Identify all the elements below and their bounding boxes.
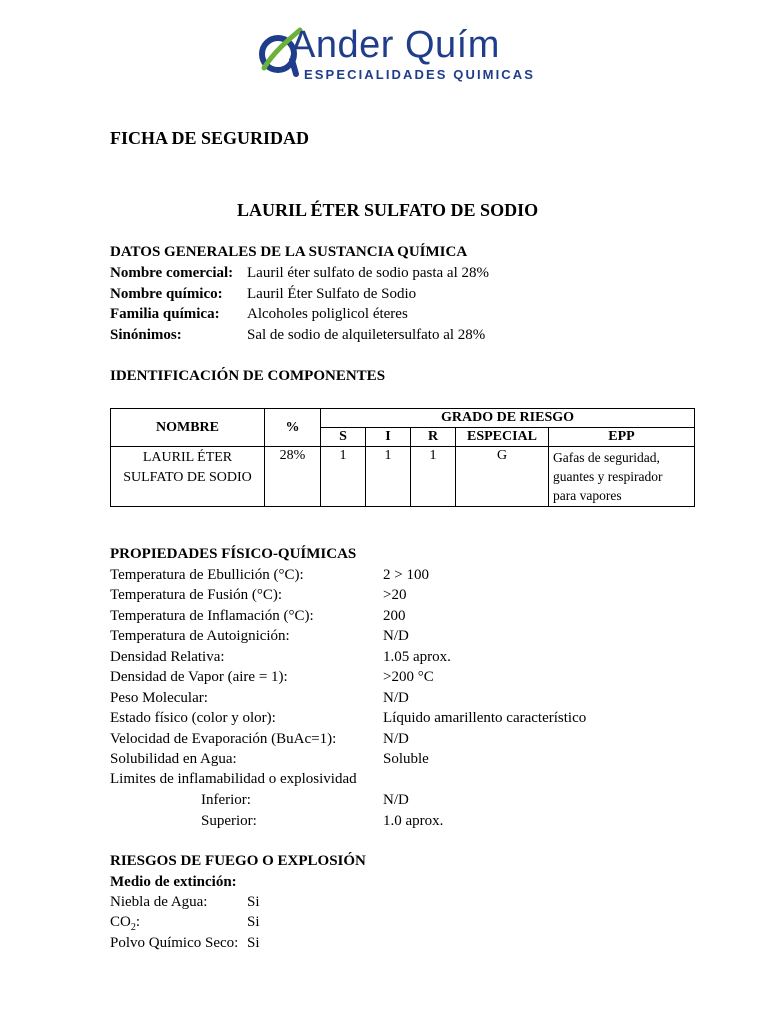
header-grado-riesgo: GRADO DE RIESGO <box>321 409 695 428</box>
superior-label: Superior: <box>201 813 257 829</box>
cell-nombre <box>111 447 265 507</box>
property-value: Soluble <box>383 751 429 767</box>
cell-i: 1 <box>366 447 411 507</box>
header-i: I <box>366 428 411 447</box>
property-value: N/D <box>383 731 409 747</box>
cell-nombre-line: LAURIL ÉTER <box>142 450 233 465</box>
components-heading: IDENTIFICACIÓN DE COMPONENTES <box>110 368 386 384</box>
header-especial: ESPECIAL <box>456 428 549 447</box>
property-label: Temperatura de Autoignición: <box>110 628 290 644</box>
property-label: Estado físico (color y olor): <box>110 710 276 726</box>
components-table <box>110 408 695 507</box>
property-value: Líquido amarillento característico <box>383 710 587 726</box>
general-label: Familia química: <box>110 306 220 322</box>
general-value: Sal de sodio de alquiletersulfato al 28% <box>247 327 486 343</box>
header-nombre: NOMBRE <box>111 409 265 447</box>
property-label: Temperatura de Fusión (°C): <box>110 587 282 603</box>
general-value: Lauril Éter Sulfato de Sodio <box>247 286 417 302</box>
fire-heading: RIESGOS DE FUEGO O EXPLOSIÓN <box>110 853 366 869</box>
property-label: Peso Molecular: <box>110 690 208 706</box>
fire-label-main: CO <box>110 914 131 930</box>
property-label: Densidad Relativa: <box>110 649 225 665</box>
fire-value: Si <box>247 914 260 930</box>
property-value: 2 > 100 <box>383 567 429 583</box>
general-label: Sinónimos: <box>110 327 182 343</box>
cell-s: 1 <box>321 447 366 507</box>
cell-epp-line: guantes y respirador <box>553 469 663 484</box>
cell-epp-line: Gafas de seguridad, <box>553 450 660 465</box>
general-value: Lauril éter sulfato de sodio pasta al 28% <box>247 265 490 281</box>
property-value: 200 <box>383 608 406 624</box>
header-r: R <box>411 428 456 447</box>
cell-r: 1 <box>411 447 456 507</box>
general-heading: DATOS GENERALES DE LA SUSTANCIA QUÍMICA <box>110 244 468 260</box>
fire-subheading: Medio de extinción: <box>110 874 237 890</box>
table-row <box>111 447 695 507</box>
fire-value: Si <box>247 894 260 910</box>
cell-epp-line: para vapores <box>553 488 622 503</box>
cell-nombre-line: SULFATO DE SODIO <box>123 470 252 485</box>
fire-label: Polvo Químico Seco: <box>110 935 239 951</box>
properties-heading: PROPIEDADES FÍSICO-QUÍMICAS <box>110 546 357 562</box>
property-label: Temperatura de Ebullición (°C): <box>110 567 304 583</box>
property-value: 1.05 aprox. <box>383 649 451 665</box>
property-value: N/D <box>383 690 409 706</box>
fire-label: Niebla de Agua: <box>110 894 208 910</box>
product-title: LAURIL ÉTER SULFATO DE SODIO <box>237 200 539 220</box>
superior-value: 1.0 aprox. <box>383 813 444 829</box>
property-label: Solubilidad en Agua: <box>110 751 237 767</box>
property-value: N/D <box>383 628 409 644</box>
cell-percent: 28% <box>265 447 321 507</box>
header-percent: % <box>265 409 321 447</box>
fire-label-end: : <box>135 914 141 930</box>
property-label: Velocidad de Evaporación (BuAc=1): <box>110 731 337 747</box>
inferior-label: Inferior: <box>201 792 251 808</box>
general-value: Alcoholes poliglicol éteres <box>247 306 408 322</box>
general-label: Nombre comercial: <box>110 265 234 281</box>
limits-label: Limites de inflamabilidad o explosividad <box>110 771 357 787</box>
header-epp: EPP <box>549 428 695 447</box>
company-logo <box>250 18 560 88</box>
property-label: Densidad de Vapor (aire = 1): <box>110 669 288 685</box>
property-value: >200 °C <box>383 669 434 685</box>
document-title: FICHA DE SEGURIDAD <box>110 128 310 148</box>
fire-value: Si <box>247 935 260 951</box>
property-value: >20 <box>383 587 407 603</box>
logo-tagline: ESPECIALIDADES QUIMICAS <box>304 67 536 82</box>
logo-brand-text: Ander Quím <box>290 24 500 66</box>
cell-especial: G <box>456 447 549 507</box>
general-label: Nombre químico: <box>110 286 223 302</box>
fire-label <box>110 914 140 933</box>
property-label: Temperatura de Inflamación (°C): <box>110 608 314 624</box>
cell-epp <box>549 447 695 507</box>
header-s: S <box>321 428 366 447</box>
inferior-value: N/D <box>383 792 409 808</box>
fire-label-sub: 2 <box>130 922 136 933</box>
